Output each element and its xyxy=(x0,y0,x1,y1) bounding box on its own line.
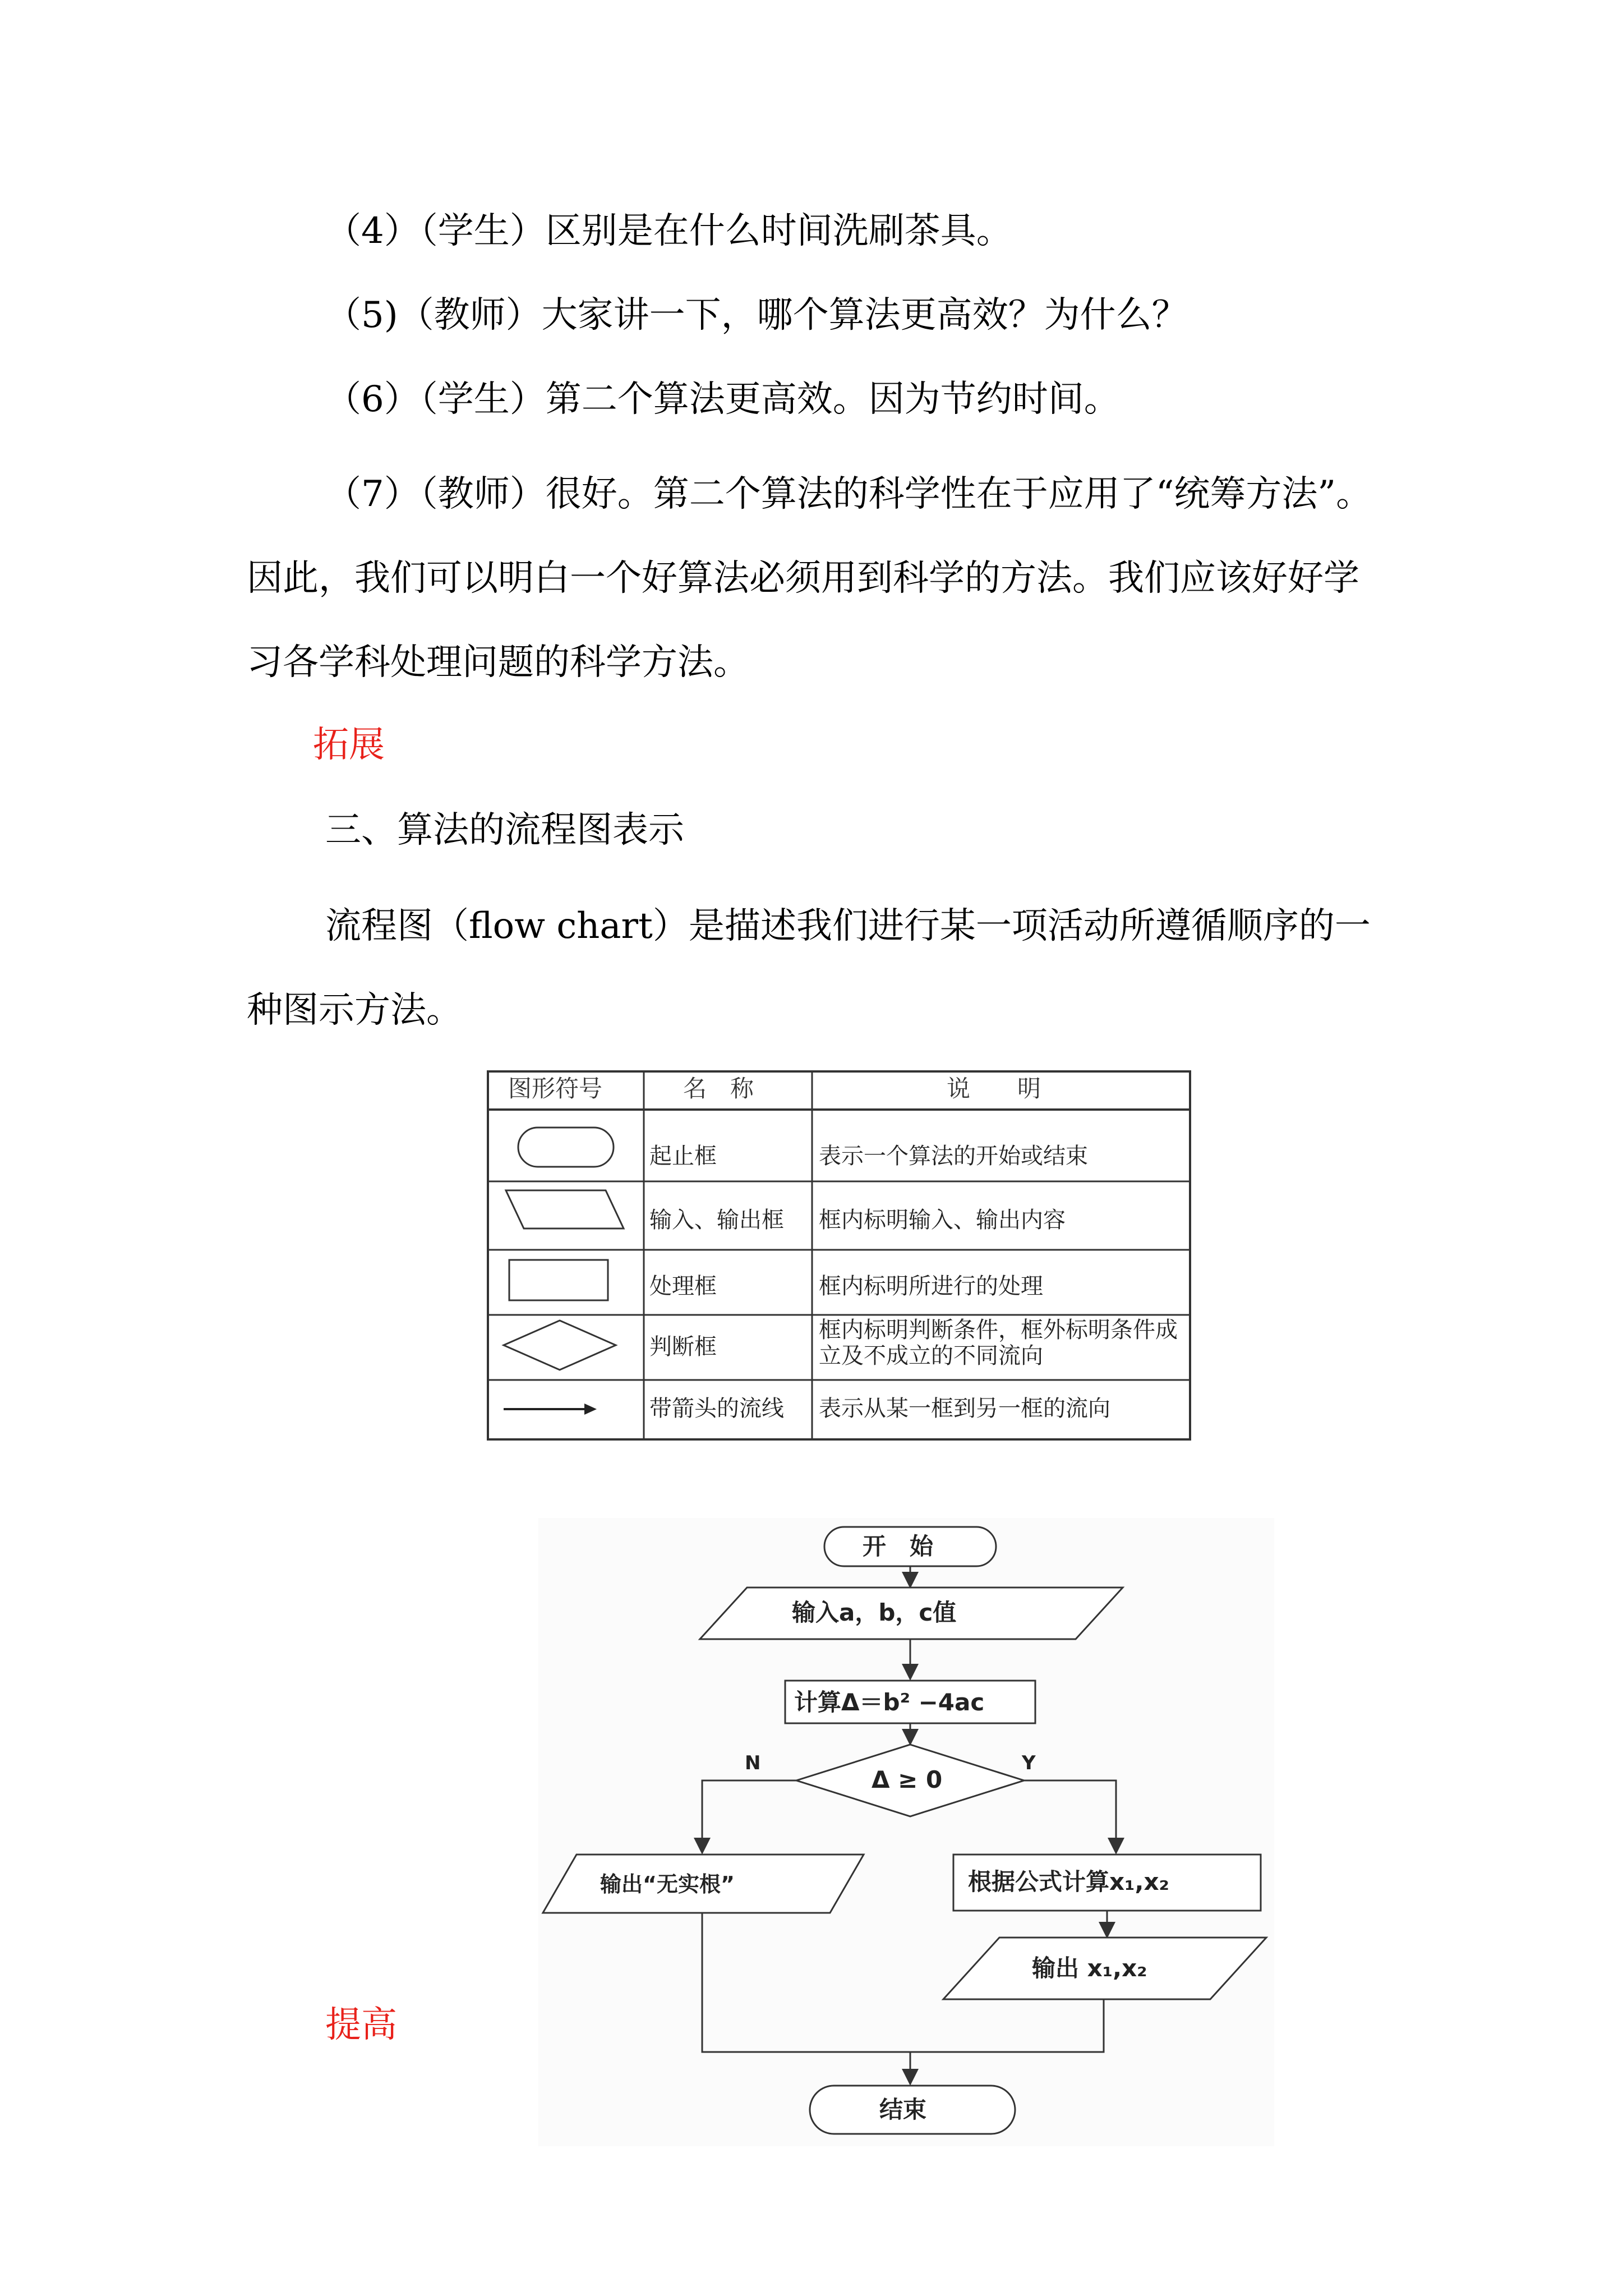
output-roots-node: 输出 x₁,x₂ xyxy=(1032,1954,1147,1982)
improve-label: 提高 xyxy=(325,2004,397,2046)
rectangle-symbol xyxy=(509,1260,608,1300)
start-node: 开 始 xyxy=(863,1533,934,1560)
row-name: 判断框 xyxy=(649,1334,717,1360)
row-desc: 框内标明输入、输出内容 xyxy=(819,1207,1066,1233)
header-desc: 说 明 xyxy=(947,1075,1041,1102)
decision-node: Δ ≥ 0 xyxy=(872,1766,943,1793)
row-desc: 框内标明所进行的处理 xyxy=(819,1273,1043,1299)
end-node: 结束 xyxy=(879,2096,927,2123)
expand-label: 拓展 xyxy=(313,724,385,766)
intro-paragraph: 流程图（flow chart）是描述我们进行某一项活动所遵循顺序的一种图示方法。 xyxy=(247,905,1371,1031)
parallelogram-symbol xyxy=(506,1190,624,1228)
header-name: 名 称 xyxy=(683,1075,754,1102)
no-branch-label: N xyxy=(745,1752,761,1774)
row-desc: 框内标明判断条件，框外标明条件成立及不成立的不同流向 xyxy=(819,1317,1178,1369)
terminal-symbol xyxy=(518,1128,614,1167)
row-name: 带箭头的流线 xyxy=(649,1396,784,1421)
row-name: 起止框 xyxy=(649,1143,717,1169)
compute-discriminant-node: 计算Δ＝b² −4ac xyxy=(794,1688,985,1716)
paragraph-4: （4）（学生）区别是在什么时间洗刷茶具。 xyxy=(325,210,1012,252)
compute-roots-node: 根据公式计算x₁,x₂ xyxy=(968,1868,1169,1895)
input-node: 输入a，b，c值 xyxy=(792,1599,957,1626)
row-name: 处理框 xyxy=(649,1273,717,1299)
flowchart-symbol-table xyxy=(487,1070,1191,1441)
row-desc: 表示从某一框到另一框的流向 xyxy=(819,1396,1110,1421)
paragraph-6: （6）（学生）第二个算法更高效。因为节约时间。 xyxy=(325,379,1120,420)
yes-branch-label: Y xyxy=(1022,1752,1036,1774)
quadratic-flowchart xyxy=(538,1518,1274,2146)
row-name: 输入、输出框 xyxy=(649,1207,784,1233)
paragraph-5: （5)（教师）大家讲一下，哪个算法更高效？为什么？ xyxy=(325,295,1188,336)
row-desc: 表示一个算法的开始或结束 xyxy=(819,1143,1088,1169)
paragraph-7: （7）（教师）很好。第二个算法的科学性在于应用了“统筹方法”。因此，我们可以明白一个好算法必须用到科学的方法。我们应该好好学习各学科处理问题的科学方法。 xyxy=(247,473,1372,683)
header-symbol: 图形符号 xyxy=(508,1075,603,1102)
output-no-roots-node: 输出“无实根” xyxy=(600,1872,735,1897)
table-grid xyxy=(487,1070,1191,1441)
section-title: 三、算法的流程图表示 xyxy=(325,809,684,851)
